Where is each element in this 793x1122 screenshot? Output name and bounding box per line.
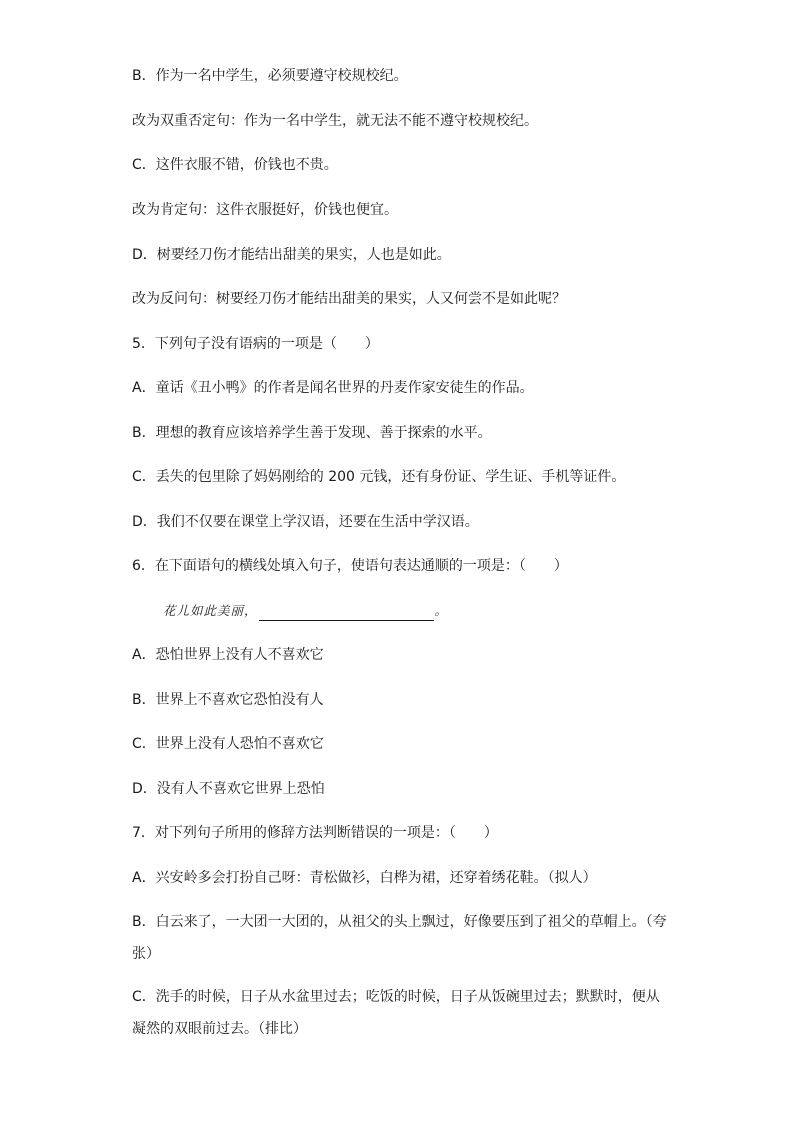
fill-in-suffix: 。 [434,603,449,618]
fill-in-blank [259,606,434,621]
option-d: D．我们不仅要在课堂上学汉语，还要在生活中学汉语。 [132,514,479,530]
text-line: C．这件衣服不错，价钱也不贵。 [132,157,338,173]
text-line: D．树要经刀伤才能结出甜美的果实，人也是如此。 [132,247,451,263]
question-5: 5．下列句子没有语病的一项是（ ） [132,336,379,352]
question-6: 6．在下面语句的横线处填入句子，使语句表达通顺的一项是：（ ） [132,558,568,574]
option-d: D．没有人不喜欢它世界上恐怕 [132,781,325,797]
question-7: 7．对下列句子所用的修辞方法判断错误的一项是：（ ） [132,825,498,841]
text-line: B．作为一名中学生，必须要遵守校规校纪。 [132,68,408,84]
option-c: C．丢失的包里除了妈妈刚给的 200 元钱，还有身份证、学生证、手机等证件。 [132,469,626,485]
option-c: C．世界上没有人恐怕不喜欢它 [132,736,324,752]
text-line: 改为反问句：树要经刀伤才能结出甜美的果实，人又何尝不是如此呢？ [132,291,566,307]
option-b: B．世界上不喜欢它恐怕没有人 [132,692,324,708]
text-line: 改为双重否定句：作为一名中学生，就无法不能不遵守校规校纪。 [132,113,538,129]
option-a: A．兴安岭多会打扮自己呀：青松做衫，白桦为裙，还穿着绣花鞋。（拟人） [132,870,597,886]
option-a: A．恐怕世界上没有人不喜欢它 [132,647,324,663]
fill-in-prefix: 花儿如此美丽， [163,603,258,618]
option-c: C．洗手的时候，日子从水盆里过去；吃饭的时候，日子从饭碗里过去；默默时，便从凝然的双眼前过去。（排比） [132,989,660,1037]
option-b: B．白云来了，一大团一大团的，从祖父的头上飘过，好像要压到了祖父的草帽上。（夸张） [132,914,667,962]
option-b: B．理想的教育应该培养学生善于发现、善于探索的水平。 [132,425,492,441]
text-line: 改为肯定句：这件衣服挺好，价钱也便宜。 [132,202,398,218]
fill-in-sentence [163,601,703,621]
option-a: A．童话《丑小鸭》的作者是闻名世界的丹麦作家安徒生的作品。 [132,380,534,396]
